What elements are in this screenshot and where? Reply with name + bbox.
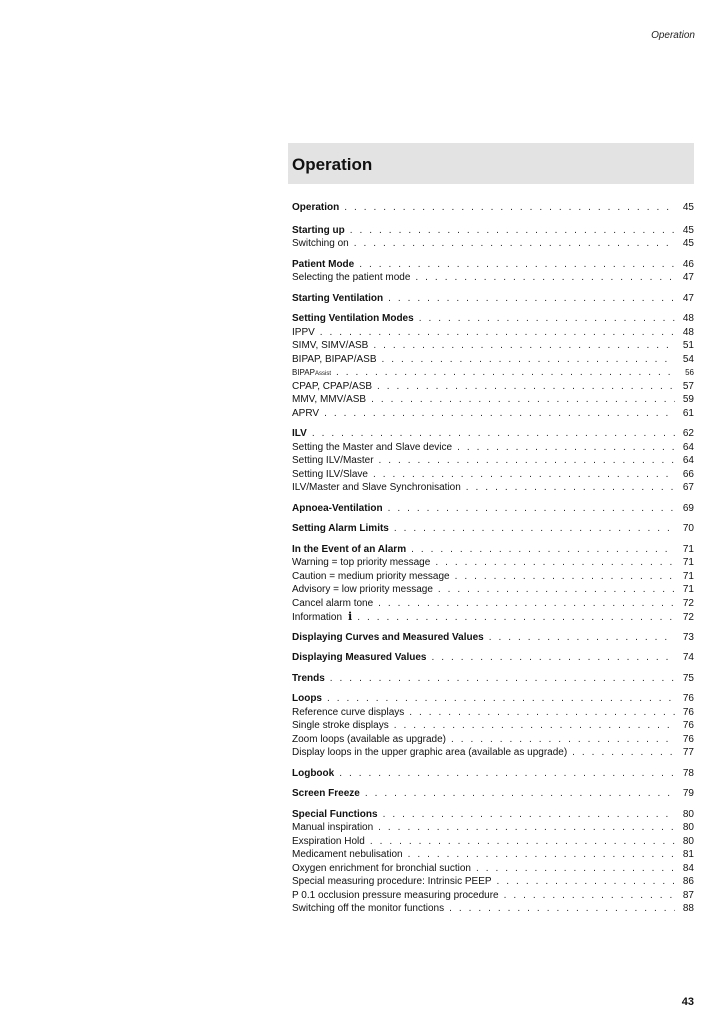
toc-entry-page: 59 — [682, 394, 694, 405]
dot-leader — [572, 746, 675, 760]
toc-entry-page: 81 — [682, 849, 694, 860]
toc-entry-page: 72 — [682, 612, 694, 623]
dot-leader — [336, 366, 675, 380]
dot-leader — [449, 902, 675, 916]
toc-entry-page: 45 — [682, 238, 694, 249]
toc-entry-page: 66 — [682, 468, 694, 480]
toc-entry-label-text: Advisory = low priority message — [292, 584, 433, 595]
toc-entry-label — [292, 902, 444, 916]
toc-entry-label — [292, 271, 410, 285]
toc-heading-entry[interactable] — [292, 543, 694, 557]
toc-entry-label — [292, 339, 368, 353]
toc-heading-entry[interactable] — [292, 672, 694, 686]
toc-entry-page: 61 — [682, 407, 694, 419]
toc-group — [292, 808, 694, 916]
toc-entry-label — [292, 258, 354, 272]
toc-entry-label — [292, 502, 383, 516]
toc-entry[interactable] — [292, 570, 694, 584]
toc-entry-label-text: Loops — [292, 693, 322, 704]
toc-entry-label — [292, 631, 484, 645]
dot-leader — [497, 875, 675, 889]
toc-entry[interactable] — [292, 733, 694, 747]
toc-entry[interactable] — [292, 407, 694, 421]
toc-entry-page: 71 — [682, 557, 694, 568]
dot-leader — [373, 468, 675, 482]
toc-heading-entry[interactable] — [292, 427, 694, 441]
dot-leader — [354, 237, 675, 251]
toc-entry-label-text: MMV, MMV/ASB — [292, 394, 367, 405]
toc-entry-label — [292, 862, 471, 876]
dot-leader — [371, 393, 675, 407]
toc-group — [292, 522, 694, 536]
toc-entry-page: 80 — [682, 822, 694, 833]
toc-group — [292, 672, 694, 686]
dot-leader — [408, 848, 675, 862]
toc-entry-page: 51 — [682, 340, 694, 351]
toc-entry-label — [292, 407, 319, 421]
toc-entry[interactable] — [292, 237, 694, 251]
toc-entry-label-text: Screen Freeze — [292, 788, 360, 799]
dot-leader — [451, 733, 675, 747]
toc-entry-label-text: Starting Ventilation — [292, 292, 384, 304]
toc-entry-label — [292, 427, 307, 441]
toc-entry-label-text: IPPV — [292, 326, 315, 338]
toc-entry[interactable] — [292, 481, 694, 495]
dot-leader — [394, 522, 675, 536]
toc-entry-page: 74 — [682, 652, 694, 663]
toc-entry[interactable] — [292, 583, 694, 597]
toc-entry-page: 72 — [682, 597, 694, 609]
dot-leader — [415, 271, 675, 285]
toc-entry-label — [292, 808, 378, 822]
toc-heading-entry[interactable] — [292, 692, 694, 706]
toc-entry[interactable] — [292, 821, 694, 835]
toc-heading-entry[interactable] — [292, 312, 694, 326]
dot-leader — [419, 312, 675, 326]
toc-entry-label — [292, 719, 389, 733]
toc-entry[interactable] — [292, 441, 694, 455]
toc-entry-page: 67 — [682, 482, 694, 493]
toc-entry-page: 76 — [682, 693, 694, 704]
toc-entry[interactable] — [292, 875, 694, 889]
toc-entry-label — [292, 610, 352, 625]
toc-group — [292, 201, 694, 215]
dot-leader — [409, 706, 675, 720]
toc-entry-page: 76 — [682, 733, 694, 745]
dot-leader — [411, 543, 675, 557]
section-title: Operation — [292, 155, 373, 174]
dot-leader — [504, 889, 675, 903]
toc-entry[interactable] — [292, 889, 694, 903]
toc-entry[interactable] — [292, 835, 694, 849]
dot-leader — [379, 454, 675, 468]
toc-entry-label — [292, 651, 427, 665]
dot-leader — [377, 380, 675, 394]
dot-leader — [330, 672, 675, 686]
toc-entry-label — [292, 733, 446, 747]
toc-entry[interactable] — [292, 848, 694, 862]
toc-entry-label-text: APRV — [292, 407, 320, 419]
toc-entry-label-subscript: Assist — [314, 371, 331, 377]
dot-leader — [365, 787, 675, 801]
dot-leader — [327, 692, 675, 706]
dot-leader — [350, 224, 675, 238]
toc-entry-label — [292, 481, 461, 495]
toc-entry-label-text: Single stroke displays — [292, 720, 389, 731]
toc-entry-label-text: Setting Ventilation Modes — [292, 313, 414, 324]
toc-heading-entry[interactable] — [292, 502, 694, 516]
dot-leader — [382, 353, 676, 367]
toc-entry-page: 78 — [682, 767, 694, 779]
toc-entry[interactable] — [292, 468, 694, 482]
toc-entry-label-text: Starting up — [292, 224, 345, 236]
toc-entry-label — [292, 543, 406, 557]
toc-entry-label — [292, 292, 383, 306]
toc-group — [292, 312, 694, 420]
toc-entry[interactable] — [292, 719, 694, 733]
toc-entry[interactable] — [292, 339, 694, 353]
toc-entry-label — [292, 441, 452, 455]
toc-entry[interactable] — [292, 454, 694, 468]
toc-entry-label — [292, 821, 373, 835]
toc-heading-entry[interactable] — [292, 522, 694, 536]
toc-entry-page: 57 — [682, 380, 694, 392]
toc-entry-label-text: Apnoea-Ventilation — [292, 502, 383, 514]
toc-entry-label-text: CPAP, CPAP/ASB — [292, 380, 373, 392]
info-icon: i — [348, 610, 353, 623]
toc-entry-label — [292, 767, 334, 781]
toc-entry[interactable] — [292, 610, 694, 624]
toc-entry-label-text: ILV — [292, 428, 307, 439]
toc-entry-page: 86 — [682, 876, 694, 887]
toc-entry-page: 80 — [682, 808, 694, 820]
toc-entry-page: 80 — [682, 835, 694, 847]
toc-entry-label — [292, 848, 403, 862]
toc-group — [292, 651, 694, 665]
toc-entry-page: 76 — [682, 720, 694, 731]
toc-entry-label — [292, 597, 373, 611]
toc-entry-label — [292, 326, 315, 340]
toc-entry-label-text: Setting Alarm Limits — [292, 523, 389, 534]
toc-entry-label-text: ILV/Master and Slave Synchronisation — [292, 482, 461, 493]
dot-leader — [476, 862, 675, 876]
dot-leader — [435, 556, 675, 570]
toc-entry-label-text: Setting ILV/Slave — [292, 468, 368, 480]
toc-entry-label-text: Medicament nebulisation — [292, 849, 403, 860]
toc-entry[interactable] — [292, 556, 694, 570]
toc-entry[interactable] — [292, 380, 694, 394]
toc-entry-label-text: Displaying Measured Values — [292, 652, 427, 663]
toc-heading-entry[interactable] — [292, 787, 694, 801]
toc-entry-label-text: Patient Mode — [292, 258, 355, 270]
toc-entry-label — [292, 393, 366, 407]
table-of-contents — [292, 201, 694, 923]
toc-entry-label-text: Setting ILV/Master — [292, 455, 374, 466]
dot-leader — [324, 407, 675, 421]
toc-heading-entry[interactable] — [292, 651, 694, 665]
dot-leader — [320, 326, 675, 340]
toc-group — [292, 692, 694, 760]
dot-leader — [432, 651, 676, 665]
toc-entry[interactable] — [292, 353, 694, 367]
toc-group — [292, 258, 694, 285]
toc-entry-label-text: Exspiration Hold — [292, 835, 365, 847]
toc-entry-label-text: Logbook — [292, 767, 335, 779]
dot-leader — [370, 835, 675, 849]
dot-leader — [339, 767, 675, 781]
toc-group — [292, 292, 694, 306]
toc-entry-label-text: Switching off the monitor functions — [292, 903, 445, 914]
dot-leader — [455, 570, 675, 584]
toc-entry-label — [292, 889, 499, 903]
toc-entry-page: 73 — [682, 631, 694, 643]
toc-entry-label-text: Special Functions — [292, 808, 378, 820]
dot-leader — [373, 339, 675, 353]
dot-leader — [466, 481, 675, 495]
toc-group — [292, 787, 694, 801]
toc-entry-label-text: Special measuring procedure: Intrinsic PEEP — [292, 876, 492, 887]
toc-entry-label-text: Selecting the patient mode — [292, 272, 411, 283]
toc-entry-page: 64 — [682, 455, 694, 466]
toc-heading-entry[interactable] — [292, 292, 694, 306]
toc-entry-label-text: Setting the Master and Slave device — [292, 441, 453, 453]
toc-entry-label-text: Displaying Curves and Measured Values — [292, 631, 484, 643]
toc-entry-label-text: Reference curve displays — [292, 706, 405, 718]
toc-entry[interactable] — [292, 706, 694, 720]
toc-entry-page: 71 — [682, 570, 694, 582]
toc-heading-entry[interactable] — [292, 201, 694, 215]
toc-entry-page: 46 — [682, 258, 694, 270]
toc-entry-label — [292, 522, 389, 536]
running-head-title: Operation — [651, 30, 695, 41]
toc-entry-page: 69 — [682, 502, 694, 514]
toc-entry-label-text: Trends — [292, 672, 325, 684]
toc-entry-page: 47 — [682, 292, 694, 304]
toc-group — [292, 224, 694, 251]
toc-entry-label — [292, 468, 368, 482]
section-title-band — [288, 143, 694, 184]
toc-entry-label-text: Switching on — [292, 238, 349, 249]
toc-heading-entry[interactable] — [292, 808, 694, 822]
toc-heading-entry[interactable] — [292, 631, 694, 645]
toc-entry-page: 77 — [682, 747, 694, 758]
toc-entry-page: 45 — [682, 202, 694, 213]
page-number: 43 — [681, 996, 694, 1008]
toc-entry-page: 75 — [682, 672, 694, 684]
toc-entry-label — [292, 570, 450, 584]
toc-entry-page: 56 — [685, 368, 694, 377]
toc-entry-label — [292, 454, 374, 468]
toc-entry-page: 70 — [682, 523, 694, 534]
toc-entry-page: 71 — [682, 543, 694, 555]
toc-entry-page: 45 — [682, 224, 694, 236]
toc-entry-label-text: Oxygen enrichment for bronchial suction — [292, 862, 471, 874]
dot-leader — [394, 719, 675, 733]
toc-entry-label-text: Warning = top priority message — [292, 557, 431, 568]
toc-entry[interactable] — [292, 902, 694, 916]
toc-heading-entry[interactable] — [292, 224, 694, 238]
toc-entry-label-text: BIPAP, BIPAP/ASB — [292, 353, 377, 365]
toc-group — [292, 631, 694, 645]
toc-entry-page: 84 — [682, 862, 694, 874]
toc-entry[interactable] — [292, 326, 694, 340]
dot-leader — [378, 597, 675, 611]
toc-entry-page: 48 — [682, 313, 694, 324]
dot-leader — [359, 258, 675, 272]
toc-entry-label — [292, 672, 325, 686]
toc-entry-page: 76 — [682, 706, 694, 718]
toc-entry-label-text: P 0.1 occlusion pressure measuring procedure — [292, 889, 499, 901]
toc-entry[interactable] — [292, 271, 694, 285]
toc-entry-label — [292, 237, 349, 251]
toc-entry-label-text: Zoom loops (available as upgrade) — [292, 733, 446, 745]
toc-entry-label — [292, 746, 567, 760]
toc-entry-page: 64 — [682, 441, 694, 453]
toc-entry-label — [292, 556, 430, 570]
toc-entry-label-text: BIPAP — [292, 368, 315, 377]
toc-group — [292, 502, 694, 516]
toc-entry-label — [292, 835, 365, 849]
toc-entry-label-text: Caution = medium priority message — [292, 570, 450, 582]
toc-entry-page: 54 — [682, 353, 694, 365]
toc-entry-label-text: Display loops in the upper graphic area (available as upgrade) — [292, 747, 568, 758]
toc-entry-label-text: SIMV, SIMV/ASB — [292, 340, 369, 351]
toc-entry-label — [292, 224, 345, 238]
toc-entry-label — [292, 875, 492, 889]
dot-leader — [357, 611, 675, 625]
dot-leader — [383, 808, 675, 822]
toc-entry[interactable] — [292, 862, 694, 876]
toc-heading-entry[interactable] — [292, 767, 694, 781]
toc-entry-label — [292, 692, 322, 706]
toc-entry-label-text: Cancel alarm tone — [292, 597, 374, 609]
dot-leader — [388, 502, 675, 516]
toc-entry-page: 79 — [682, 788, 694, 799]
toc-entry-page: 62 — [682, 428, 694, 439]
toc-entry-label — [292, 787, 360, 801]
dot-leader — [312, 427, 675, 441]
toc-group — [292, 427, 694, 495]
toc-entry-label-text: In the Event of an Alarm — [292, 543, 407, 555]
toc-entry-label-text: Manual inspiration — [292, 822, 374, 833]
toc-entry-page: 71 — [682, 584, 694, 595]
toc-entry-page: 88 — [682, 903, 694, 914]
toc-entry-page: 48 — [682, 326, 694, 338]
toc-entry[interactable] — [292, 393, 694, 407]
toc-entry[interactable] — [292, 366, 694, 380]
toc-entry-label — [292, 583, 433, 597]
toc-entry-label — [292, 706, 404, 720]
toc-entry-page: 47 — [682, 272, 694, 283]
toc-entry-label — [292, 353, 377, 367]
toc-entry-label — [292, 312, 414, 326]
toc-entry-page: 87 — [682, 889, 694, 901]
toc-group — [292, 767, 694, 781]
toc-entry-label — [292, 201, 339, 215]
toc-entry-label-text: Operation — [292, 202, 340, 213]
dot-leader — [344, 201, 675, 215]
dot-leader — [378, 821, 675, 835]
dot-leader — [489, 631, 675, 645]
toc-entry-label-text: Information — [292, 612, 343, 623]
toc-group — [292, 543, 694, 624]
dot-leader — [388, 292, 675, 306]
dot-leader — [438, 583, 675, 597]
dot-leader — [457, 441, 675, 455]
toc-entry-label — [292, 380, 372, 394]
toc-heading-entry[interactable] — [292, 258, 694, 272]
toc-entry[interactable] — [292, 746, 694, 760]
toc-entry[interactable] — [292, 597, 694, 611]
